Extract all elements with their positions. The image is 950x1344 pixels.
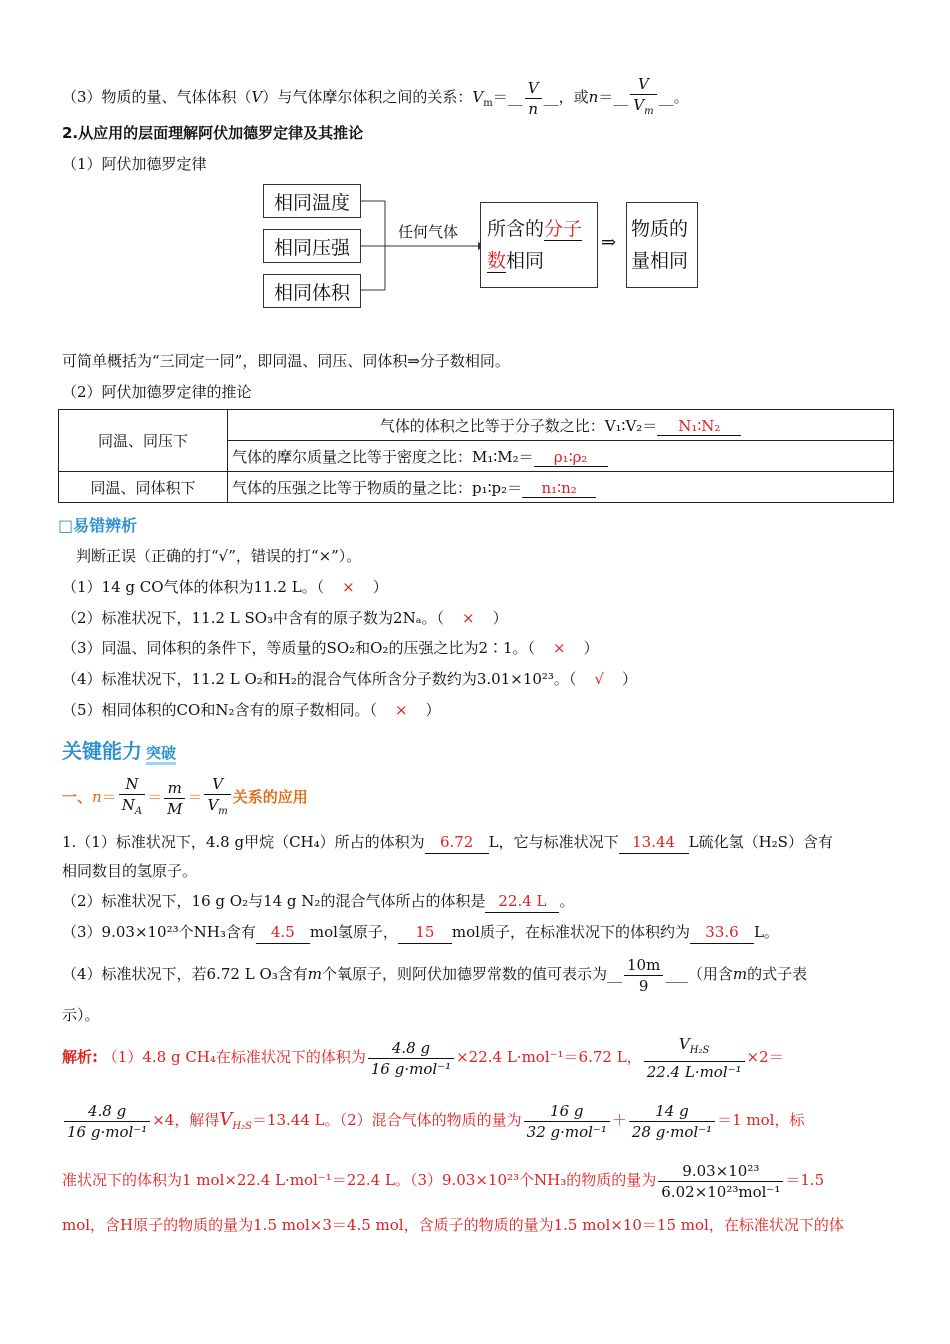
error-item-4: （4）标准状况下，11.2 L O₂和H₂的混合气体所含分子数约为3.01×10²³。（ √ ） bbox=[62, 670, 638, 688]
result-box-amount: 物质的量相同 bbox=[626, 202, 698, 288]
error-item-1: （1）14 g CO气体的体积为11.2 L。（ × ） bbox=[62, 578, 388, 596]
solution-line-3: 准状况下的体积为1 mol×22.4 L·mol⁻¹＝22.4 L。（3）9.03×10²³个NH₃的物质的量为 $\frac{\text{9.03×10²³}}{\text{6.02×10²³mol⁻¹}}$ ＝1.5 bbox=[62, 1161, 825, 1201]
condition-box-volume: 相同体积 bbox=[263, 274, 361, 308]
volume-ratio-cell: 气体的体积之比等于分子数之比：V₁∶V₂＝ N₁∶N₂ bbox=[228, 410, 894, 441]
cond-same-tp: 同温、同压下 bbox=[59, 410, 228, 472]
corollary-label: （2）阿伏加德罗定律的推论 bbox=[62, 383, 252, 401]
arrow-label: 任何气体 bbox=[398, 223, 459, 241]
molar-mass-ratio-cell: 气体的摩尔质量之比等于密度之比：M₁∶M₂＝ ρ₁∶ρ₂ bbox=[228, 441, 894, 472]
question-1-line-1: 1.（1）标准状况下，4.8 g甲烷（CH₄）所占的体积为 6.72 L，它与标准状况下 13.44 L硫化氢（H₂S）含有 bbox=[62, 831, 833, 854]
solution-line-2: $\frac{4.8 g}{\text{16 g·mol⁻¹}}$ ×4，解得$V_{H_2S}=13.44$ L。（2）混合气体的物质的量为 $\frac{16 g}{\text{32 g·mol⁻¹}}$ ＋ $\frac{14 g}{\text{28 g·mol⁻¹}}$ ＝1 mol，标 bbox=[62, 1095, 804, 1152]
formula-v-over-vm: $\frac{V}{V_m}$ bbox=[630, 74, 656, 122]
bracket-arrow bbox=[360, 190, 485, 310]
key-ability-title: 关键能力 突破 bbox=[62, 739, 177, 763]
question-4-cont: 示）。 bbox=[62, 1006, 100, 1024]
error-intro: 判断正误（正确的打“√”，错误的打“×”）。 bbox=[76, 547, 362, 565]
result-box-molecules: 所含的分子 数相同 bbox=[480, 202, 598, 288]
solution-line-4: mol，含H原子的物质的量为1.5 mol×3＝4.5 mol，含质子的物质的量为1.5 mol×10＝15 mol，在标准状况下的体 bbox=[62, 1216, 844, 1234]
question-3: （3）9.03×10²³个NH₃含有 4.5 mol氢原子， 15 mol质子，在标准状况下的体积约为 33.6 L。 bbox=[62, 921, 779, 944]
law-label: （1）阿伏加德罗定律 bbox=[62, 155, 207, 173]
corollary-table bbox=[58, 409, 894, 503]
error-item-2: （2）标准状况下，11.2 L SO₃中含有的原子数为2Nₐ。（ × ） bbox=[62, 609, 508, 627]
question-2: （2）标准状况下，16 g O₂与14 g N₂的混合气体所占的体积是 22.4 L 。 bbox=[62, 890, 574, 913]
condition-box-temperature: 相同温度 bbox=[263, 184, 361, 218]
solution-line-1: 解析: （1）4.8 g CH₄在标准状况下的体积为 $\frac{4.8 g}{\text{16 g·mol⁻¹}}$ ×22.4 L·mol⁻¹＝6.72 L， $\frac{V_{H_2S}}{\text{22.4 L·mol⁻¹}}$ ×2＝ bbox=[62, 1035, 784, 1081]
pressure-ratio-cell: 气体的压强之比等于物质的量之比：p₁∶p₂＝ n₁∶n₂ bbox=[228, 472, 894, 503]
formula-v-over-n: $\frac{V}{n}$ bbox=[525, 78, 542, 119]
question-4: （4）标准状况下，若6.72 L O₃含有m个氧原子，则阿伏加德罗常数的值可表示为__ $\frac{10m}{9}$ ___（用含m的式子表 bbox=[62, 955, 808, 995]
implies-arrow: ⇒ bbox=[601, 232, 617, 253]
cond-same-tv: 同温、同体积下 bbox=[59, 472, 228, 503]
section-heading-2: 2.从应用的层面理解阿伏加德罗定律及其推论 bbox=[62, 124, 364, 142]
error-section-title: □易错辨析 bbox=[58, 516, 138, 535]
subsection-1-title: 一、n＝ $\frac{N}{N_A}$ ＝ $\frac{m}{M}$ ＝ $\frac{V}{V_m}$ 关系的应用 bbox=[62, 775, 308, 818]
condition-box-pressure: 相同压强 bbox=[263, 229, 361, 263]
error-item-3: （3）同温、同体积的条件下，等质量的SO₂和O₂的压强之比为2∶1。（ × ） bbox=[62, 639, 599, 657]
vm-relation-line: （3）物质的量、气体体积（V）与气体摩尔体积之间的关系：$V_m=\_\_$ $\frac{V}{n}$ __，或n＝__ $\frac{V}{V_m}$ __。 bbox=[62, 74, 689, 122]
summary-text: 可简单概括为“三同定一同”，即同温、同压、同体积⇒分子数相同。 bbox=[62, 352, 510, 370]
question-1-line-2: 相同数目的氢原子。 bbox=[62, 862, 198, 880]
error-item-5: （5）相同体积的CO和N₂含有的原子数相同。（ × ） bbox=[62, 701, 441, 719]
